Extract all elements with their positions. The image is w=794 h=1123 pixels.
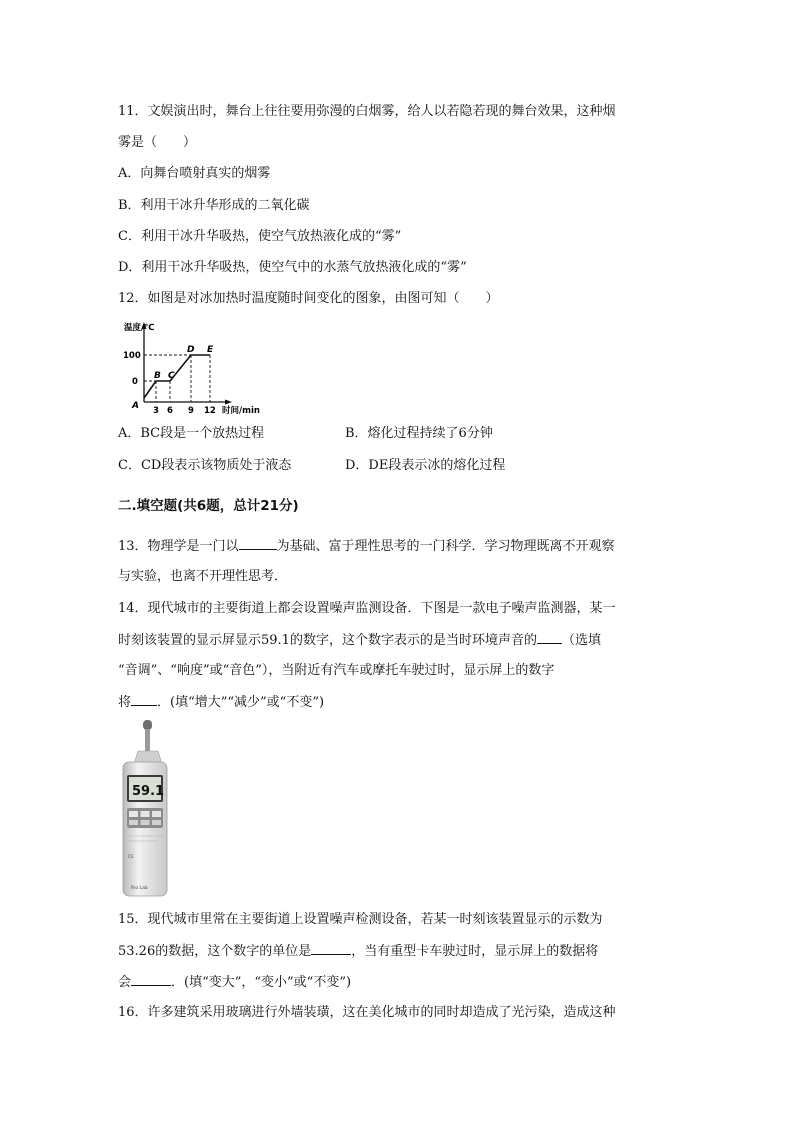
q12-option-b: B．熔化过程持续了6分钟 bbox=[345, 426, 493, 441]
meter-ce-mark: CE bbox=[128, 855, 134, 860]
q11-option-c: C．利用干冰升华吸热，使空气放热液化成的“雾” bbox=[118, 229, 402, 244]
q13-blank bbox=[239, 537, 277, 550]
q15-line2-text: 53.26的数据，这个数字的单位是 bbox=[118, 944, 312, 959]
q14-line3: “音调”、“响度”或“音色”），当附近有汽车或摩托车驶过时，显示屏上的数字 bbox=[118, 663, 555, 678]
graph-point-d: D bbox=[187, 345, 195, 355]
graph-x-tick-6: 6 bbox=[167, 406, 173, 416]
meter-mic-head bbox=[143, 720, 152, 730]
q15-line3-text: 会 bbox=[118, 975, 132, 990]
q11-stem-line1: 11．文娱演出时，舞台上往往要用弥漫的白烟雾，给人以若隐若现的舞台效果，这种烟 bbox=[118, 104, 616, 119]
q11-option-b: B．利用干冰升华形成的二氧化碳 bbox=[118, 198, 310, 213]
q15-blank2 bbox=[131, 973, 171, 986]
q11-option-a: A．向舞台喷射真实的烟雾 bbox=[118, 166, 271, 181]
graph-y-tick-0: 0 bbox=[132, 377, 138, 387]
graph-x-label: 时间/min bbox=[222, 406, 260, 416]
graph-point-c: C bbox=[168, 371, 175, 381]
graph-point-b: B bbox=[154, 371, 161, 381]
q14-line2-text: 时刻该装置的显示屏显示59.1的数字，这个数字表示的是当时环境声音的 bbox=[118, 633, 537, 648]
graph-y-tick-100: 100 bbox=[123, 351, 141, 361]
q15-line2 bbox=[118, 942, 598, 961]
q15-line3-tail: ．(填“变大”，“变小”或“不变”) bbox=[171, 975, 352, 990]
q14-line1: 14．现代城市的主要街道上都会设置噪声监测设备．下图是一款电子噪声监测器，某一 bbox=[118, 601, 616, 616]
q14-blank1 bbox=[537, 631, 562, 644]
q12-option-a: A．BC段是一个放热过程 bbox=[118, 426, 265, 441]
q14-line4 bbox=[118, 693, 324, 712]
q15-line2-tail: ，当有重型卡车驶过时，显示屏上的数据将 bbox=[351, 944, 599, 959]
graph-point-a: A bbox=[132, 401, 139, 411]
q12-option-c: C．CD段表示该物质处于液态 bbox=[118, 458, 292, 473]
meter-brand: Rio Lab bbox=[131, 886, 148, 891]
q11-option-d: D．利用干冰升华吸热，使空气中的水蒸气放热液化成的“雾” bbox=[118, 260, 467, 275]
q14-line4-text: 将 bbox=[118, 695, 132, 710]
ice-heating-graph bbox=[118, 318, 270, 416]
q15-line1: 15．现代城市里常在主要街道上设置噪声检测设备，若某一时刻该装置显示的示数为 bbox=[118, 912, 603, 927]
graph-x-tick-12: 12 bbox=[204, 406, 216, 416]
graph-x-tick-3: 3 bbox=[153, 406, 159, 416]
section-heading: 二.填空题(共6题，总计21分) bbox=[118, 498, 299, 514]
q13-line1 bbox=[118, 537, 615, 556]
q11-stem-line2: 雾是（ ） bbox=[118, 135, 197, 150]
q16-line1: 16．许多建筑采用玻璃进行外墙装璜，这在美化城市的同时却造成了光污染，造成这种 bbox=[118, 1005, 616, 1020]
q13-text-part2: 为基础、富于理性思考的一门科学．学习物理既离不开观察 bbox=[276, 539, 615, 554]
meter-display-value: 59.1 bbox=[132, 784, 165, 799]
q12-option-d: D．DE段表示冰的熔化过程 bbox=[345, 458, 506, 473]
graph-y-label: 温度/℃ bbox=[124, 323, 155, 333]
q15-line3 bbox=[118, 973, 351, 992]
q13-line2: 与实验，也离不开理性思考． bbox=[118, 569, 288, 584]
graph-x-arrow bbox=[225, 400, 232, 405]
sound-level-meter-image bbox=[118, 718, 170, 900]
q14-blank2 bbox=[131, 693, 157, 706]
q15-blank1 bbox=[311, 942, 351, 955]
meter-mic-stalk bbox=[145, 729, 150, 751]
q12-stem: 12．如图是对冰加热时温度随时间变化的图象，由图可知（ ） bbox=[118, 291, 499, 306]
q14-line2 bbox=[118, 631, 601, 650]
graph-x-tick-9: 9 bbox=[188, 406, 194, 416]
graph-point-e: E bbox=[207, 345, 214, 355]
q13-text-part1: 13．物理学是一门以 bbox=[118, 539, 239, 554]
q14-line4-tail: ．(填“增大”“减少”或“不变”) bbox=[157, 695, 325, 710]
q14-line2-tail: （选填 bbox=[561, 633, 601, 648]
